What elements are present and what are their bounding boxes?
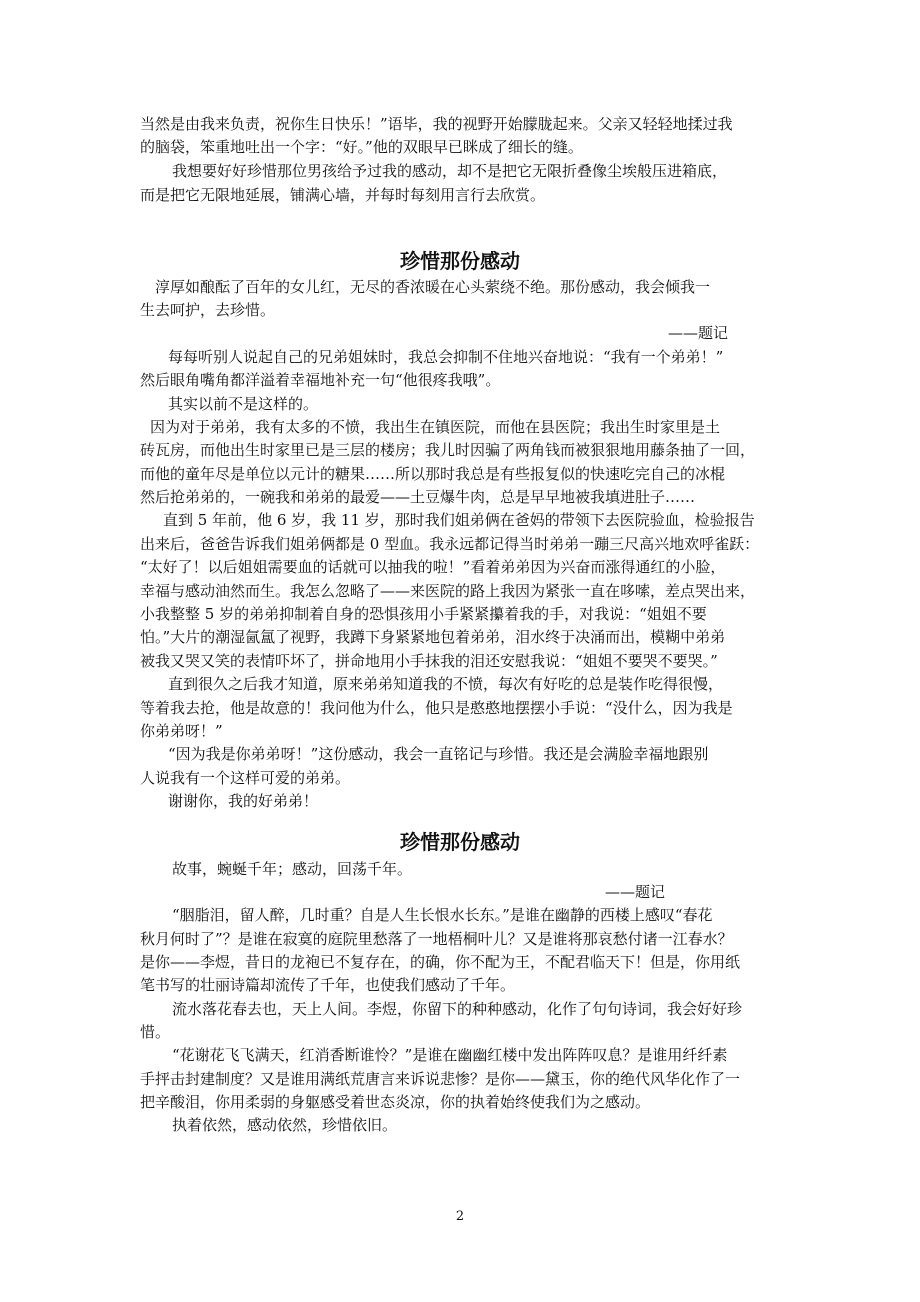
paragraph-line: 等着我去抢，他是故意的！我问他为什么，他只是憨憨地摆摆小手说：“没什么，因为我是	[140, 699, 733, 717]
epigraph-line: 淳厚如酿酝了百年的女儿红，无尽的香浓暖在心头萦绕不绝。那份感动，我会倾我一	[155, 278, 711, 296]
epigraph-attribution: ——题记	[605, 883, 666, 901]
paragraph-line: 而他的童年尽是单位以元计的糖果……所以那时我总是有些报复似的快速吃完自己的冰棍	[140, 465, 726, 483]
paragraph-line: 怕。”大片的潮湿氤氲了视野，我蹲下身紧紧地包着弟弟，泪水终于决涌而出，模糊中弟弟	[140, 628, 726, 646]
paragraph-line: 小我整整 5 岁的弟弟抑制着自身的恐惧孩用小手紧紧攥着我的手，对我说：“姐姐不要	[140, 605, 707, 623]
epigraph-line: 故事，蜿蜒千年；感动，回荡千年。	[172, 860, 413, 878]
paragraph-line: 手抨击封建制度？又是谁用满纸荒唐言来诉说悲惨？是你——黛玉，你的绝代风华化作了一	[140, 1070, 741, 1088]
paragraph-line: 直到 5 年前，他 6 岁，我 11 岁，那时我们姐弟俩在爸妈的带领下去医院验血，检验报告	[163, 511, 755, 529]
paragraph-line: 出来后，爸爸告诉我们姐弟俩都是 0 型血。我永远都记得当时弟弟一蹦三尺高兴地欢呼雀跃：	[140, 535, 760, 553]
paragraph-line: “胭脂泪，留人醉，几时重？自是人生长恨水长东。”是谁在幽静的西楼上感叹“春花	[172, 906, 713, 924]
paragraph-line: 每每听别人说起自己的兄弟姐妹时，我总会抑制不住地兴奋地说：“我有一个弟弟！”	[168, 348, 724, 366]
paragraph-line: “因为我是你弟弟呀！”这份感动，我会一直铭记与珍惜。我还是会满脸幸福地跟别	[168, 745, 709, 763]
paragraph-line: 当然是由我来负责，祝你生日快乐！”语毕，我的视野开始朦胧起来。父亲又轻轻地揉过我	[140, 115, 733, 133]
paragraph-line: 幸福与感动油然而生。我怎么忽略了——来医院的路上我因为紧张一直在哆嗦，差点哭出来，	[140, 582, 756, 600]
paragraph-line: 然后抢弟弟的，一碗我和弟弟的最爱——土豆爆牛肉，总是早早地被我填进肚子……	[140, 488, 696, 506]
paragraph-line: “花谢花飞飞满天，红消香断谁怜？”是谁在幽幽红楼中发出阵阵叹息？是谁用纤纤素	[172, 1046, 728, 1064]
paragraph-line: 惜。	[140, 1023, 171, 1041]
essay-title: 珍惜那份感动	[400, 249, 520, 273]
paragraph-line: 其实以前不是这样的。	[168, 395, 319, 413]
paragraph-line: “太好了！以后姐姐需要血的话就可以抽我的啦！”看着弟弟因为兴奋而涨得通红的小脸，	[140, 558, 726, 576]
paragraph-line: 谢谢你，我的好弟弟！	[168, 792, 319, 810]
epigraph-attribution: ——题记	[668, 324, 729, 342]
paragraph-line: 的脑袋，笨重地吐出一个字：“好。”他的双眼早已眯成了细长的缝。	[140, 138, 583, 156]
paragraph-line: 秋月何时了”？是谁在寂寞的庭院里愁落了一地梧桐叶儿？又是谁将那哀愁付诸一江春水？	[140, 930, 733, 948]
paragraph-line: 你弟弟呀！”	[140, 722, 223, 740]
paragraph-line: 直到很久之后我才知道，原来弟弟知道我的不愤，每次有好吃的总是装作吃得很慢，	[168, 675, 724, 693]
paragraph-line: 被我又哭又笑的表情吓坏了，拼命地用小手抹我的泪还安慰我说：“姐姐不要哭不要哭。”	[140, 652, 718, 670]
paragraph-line: 砖瓦房，而他出生时家里已是三层的楼房；我儿时因骗了两角钱而被狠狠地用藤条抽了一回，	[140, 441, 756, 459]
paragraph-line: 把辛酸泪，你用柔弱的身躯感受着世态炎凉，你的执着始终使我们为之感动。	[140, 1093, 651, 1111]
paragraph-line: 然后眼角嘴角都洋溢着幸福地补充一句“他很疼我哦”。	[140, 371, 501, 389]
paragraph-line: 因为对于弟弟，我有太多的不愤，我出生在镇医院，而他在县医院；我出生时家里是土	[150, 418, 721, 436]
paragraph-line: 流水落花春去也，天上人间。李煜，你留下的种种感动，化作了句句诗词，我会好好珍	[172, 1000, 743, 1018]
paragraph-line: 笔书写的壮丽诗篇却流传了千年，也使我们感动了千年。	[140, 976, 516, 994]
paragraph-line: 我想要好好珍惜那位男孩给予过我的感动，却不是把它无限折叠像尘埃般压进箱底，	[172, 162, 728, 180]
paragraph-line: 是你——李煜，昔日的龙袍已不复存在，的确，你不配为王，不配君临天下！但是，你用纸	[140, 953, 741, 971]
paragraph-line: 执着依然，感动依然，珍惜依旧。	[172, 1116, 398, 1134]
epigraph-line: 生去呵护，去珍惜。	[140, 301, 276, 319]
essay-title: 珍惜那份感动	[400, 830, 520, 854]
paragraph-line: 人说我有一个这样可爱的弟弟。	[140, 769, 351, 787]
page-number: 2	[455, 1209, 465, 1224]
paragraph-line: 而是把它无限地延展，铺满心墙，并每时每刻用言行去欣赏。	[140, 186, 546, 204]
